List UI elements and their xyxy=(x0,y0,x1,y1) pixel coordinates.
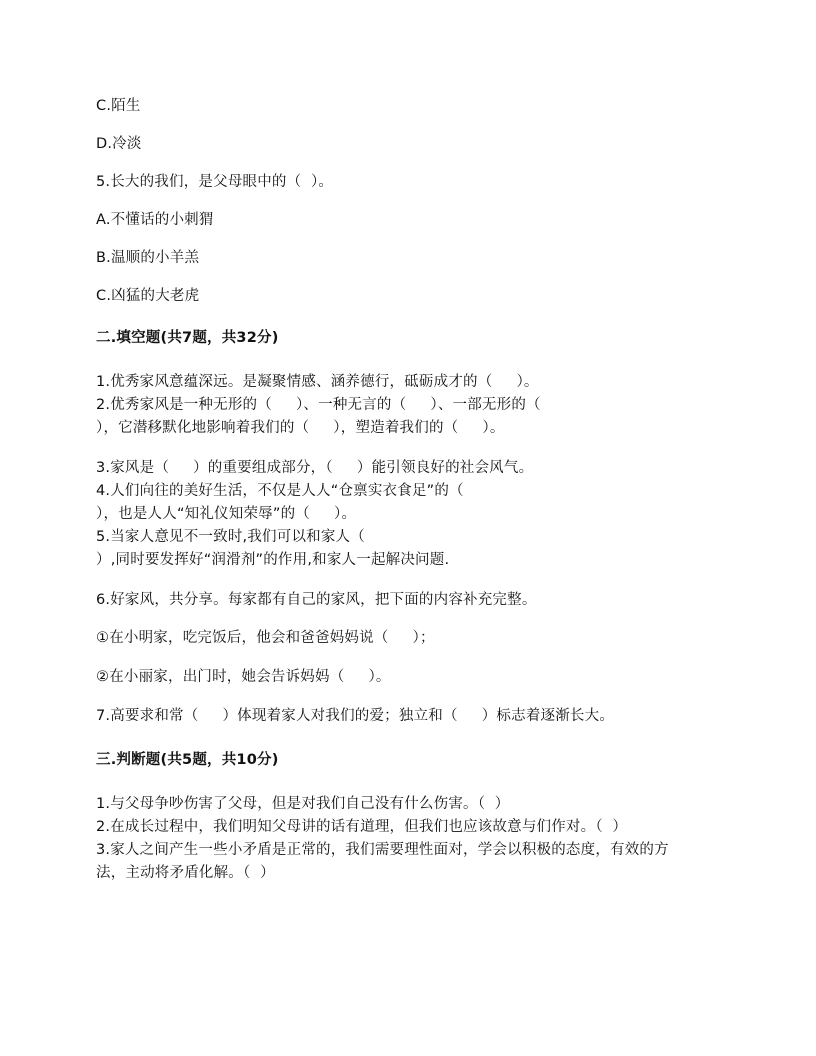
fill-question-1: 1.优秀家风意蕴深远。是凝聚情感、涵养德行，砥砺成才的（ ）。 xyxy=(96,374,539,390)
option-5a: A.不懂话的小刺猬 xyxy=(96,212,214,228)
fill-question-4-line1: 4.人们向往的美好生活，不仅是人人“仓禀实衣食足”的（ xyxy=(96,483,464,499)
fill-question-6-stem: 6.好家风，共分享。每家都有自己的家风，把下面的内容补充完整。 xyxy=(96,592,537,608)
fill-question-6-item-2: ②在小丽家，出门时，她会告诉妈妈（ ）。 xyxy=(96,669,391,685)
judge-question-2: 2.在成长过程中，我们明知父母讲的话有道理，但我们也应该故意与们作对。（ ） xyxy=(96,819,628,835)
option-5b: B.温顺的小羊羔 xyxy=(96,250,200,266)
judge-question-3-line2: 法，主动将矛盾化解。（ ） xyxy=(96,865,275,881)
section-heading-judge: 三.判断题(共5题，共10分) xyxy=(96,752,279,768)
fill-question-2-line2: ），它潜移默化地影响着我们的（ ），塑造着我们的（ ）。 xyxy=(96,420,505,436)
question-5-stem: 5.长大的我们，是父母眼中的（ ）。 xyxy=(96,174,334,190)
judge-question-3-line1: 3.家人之间产生一些小矛盾是正常的，我们需要理性面对，学会以积极的态度，有效的方 xyxy=(96,842,669,858)
fill-question-6-item-1: ①在小明家，吃完饭后，他会和爸爸妈妈说（ ）； xyxy=(96,630,435,646)
fill-question-3: 3.家风是（ ）的重要组成部分，（ ）能引领良好的社会风气。 xyxy=(96,460,534,476)
fill-question-4-line2: ），也是人人“知礼仪知荣辱”的（ ）。 xyxy=(96,506,357,522)
option-5c: C.凶猛的大老虎 xyxy=(96,288,200,304)
fill-question-5-line1: 5.当家人意见不一致时,我们可以和家人（ xyxy=(96,529,365,545)
fill-question-7: 7.高要求和常（ ）体现着家人对我们的爱；独立和（ ）标志着逐渐长大。 xyxy=(96,708,615,724)
section-heading-fill: 二.填空题(共7题，共32分) xyxy=(96,330,279,346)
fill-question-2-line1: 2.优秀家风是一种无形的（ ）、一种无言的（ ）、一部无形的（ xyxy=(96,397,541,413)
option-4c: C.陌生 xyxy=(96,98,141,114)
fill-question-5-line2: ）,同时要发挥好“润滑剂”的作用,和家人一起解决问题. xyxy=(96,552,450,568)
judge-question-1: 1.与父母争吵伤害了父母，但是对我们自己没有什么伤害。（ ） xyxy=(96,796,510,812)
option-4d: D.冷淡 xyxy=(96,136,142,152)
